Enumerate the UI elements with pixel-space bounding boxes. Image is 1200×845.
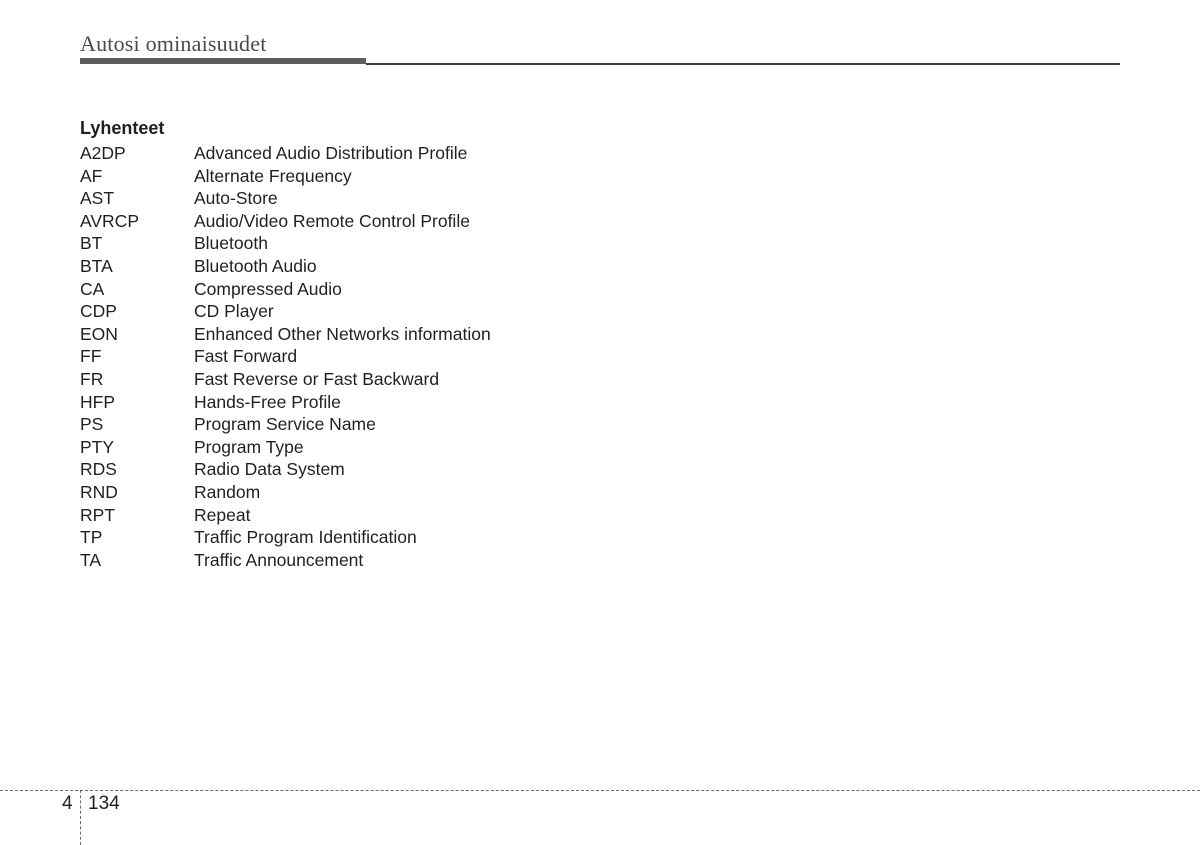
abbreviation-meaning: Traffic Program Identification [194, 527, 417, 548]
abbreviation-code: CA [80, 278, 105, 299]
abbreviation-meaning: Random [194, 481, 261, 502]
abbreviation-code: A2DP [80, 143, 126, 163]
abbreviation-row [80, 210, 491, 233]
abbreviation-code: RND [80, 481, 118, 502]
abbreviation-code: BTA [80, 255, 113, 276]
abbreviation-code: BT [80, 233, 103, 254]
abbreviation-code: PTY [80, 436, 115, 457]
abbreviation-row [80, 436, 491, 459]
abbreviation-row [80, 504, 491, 527]
abbreviation-meaning: Fast Forward [194, 346, 298, 367]
footer-dashed-rule [0, 790, 1200, 791]
abbreviation-code: RPT [80, 504, 115, 525]
abbreviation-code: EON [80, 323, 118, 344]
abbreviation-row [80, 323, 491, 346]
abbreviation-code: CDP [80, 301, 117, 322]
abbreviation-row [80, 413, 491, 436]
abbreviation-code: HFP [80, 391, 115, 412]
abbreviation-row [80, 255, 491, 278]
abbreviation-code: AVRCP [80, 210, 139, 231]
abbreviation-row [80, 142, 491, 165]
abbreviation-row [80, 458, 491, 481]
abbreviation-meaning: CD Player [194, 301, 274, 322]
abbreviation-code: PS [80, 414, 104, 435]
header-accent-bar [80, 58, 366, 64]
abbreviation-code: AST [80, 188, 115, 209]
abbreviation-code: AF [80, 165, 103, 186]
abbreviation-meaning: Enhanced Other Networks information [194, 323, 491, 344]
abbreviation-meaning: Program Service Name [194, 414, 376, 435]
abbreviation-meaning: Repeat [194, 504, 251, 525]
abbreviation-row [80, 232, 491, 255]
abbreviation-list [80, 142, 491, 571]
abbreviation-row [80, 391, 491, 414]
abbreviation-meaning: Bluetooth Audio [194, 255, 317, 276]
abbreviation-meaning: Fast Reverse or Fast Backward [194, 368, 440, 389]
abbreviation-meaning: Audio/Video Remote Control Profile [194, 210, 470, 231]
abbreviation-meaning: Alternate Frequency [194, 165, 352, 186]
abbreviation-code: FF [80, 346, 102, 367]
section-title: Lyhenteet [80, 118, 165, 138]
abbreviation-row [80, 187, 491, 210]
abbreviation-meaning: Compressed Audio [194, 278, 342, 299]
abbreviation-row [80, 345, 491, 368]
abbreviation-code: RDS [80, 459, 117, 480]
page-number: 134 [88, 793, 120, 814]
abbreviation-meaning: Advanced Audio Distribution Profile [194, 143, 468, 163]
abbreviation-row [80, 368, 491, 391]
abbreviation-meaning: Bluetooth [194, 233, 268, 254]
abbreviation-meaning: Auto-Store [194, 188, 278, 209]
abbreviation-row [80, 165, 491, 188]
abbreviation-code: FR [80, 368, 104, 389]
abbreviation-row [80, 300, 491, 323]
abbreviation-row [80, 278, 491, 301]
chapter-number: 4 [62, 793, 73, 814]
abbreviation-meaning: Hands-Free Profile [194, 391, 341, 412]
abbreviation-row [80, 481, 491, 504]
abbreviation-meaning: Traffic Announcement [194, 549, 364, 570]
abbreviation-meaning: Program Type [194, 436, 304, 457]
abbreviation-code: TP [80, 527, 103, 548]
abbreviation-row [80, 526, 491, 549]
abbreviation-row [80, 549, 491, 572]
running-header-title: Autosi ominaisuudet [80, 31, 267, 56]
abbreviation-code: TA [80, 549, 102, 570]
header-rule [366, 63, 1120, 65]
abbreviation-meaning: Radio Data System [194, 459, 345, 480]
footer-dashed-divider [80, 790, 81, 845]
